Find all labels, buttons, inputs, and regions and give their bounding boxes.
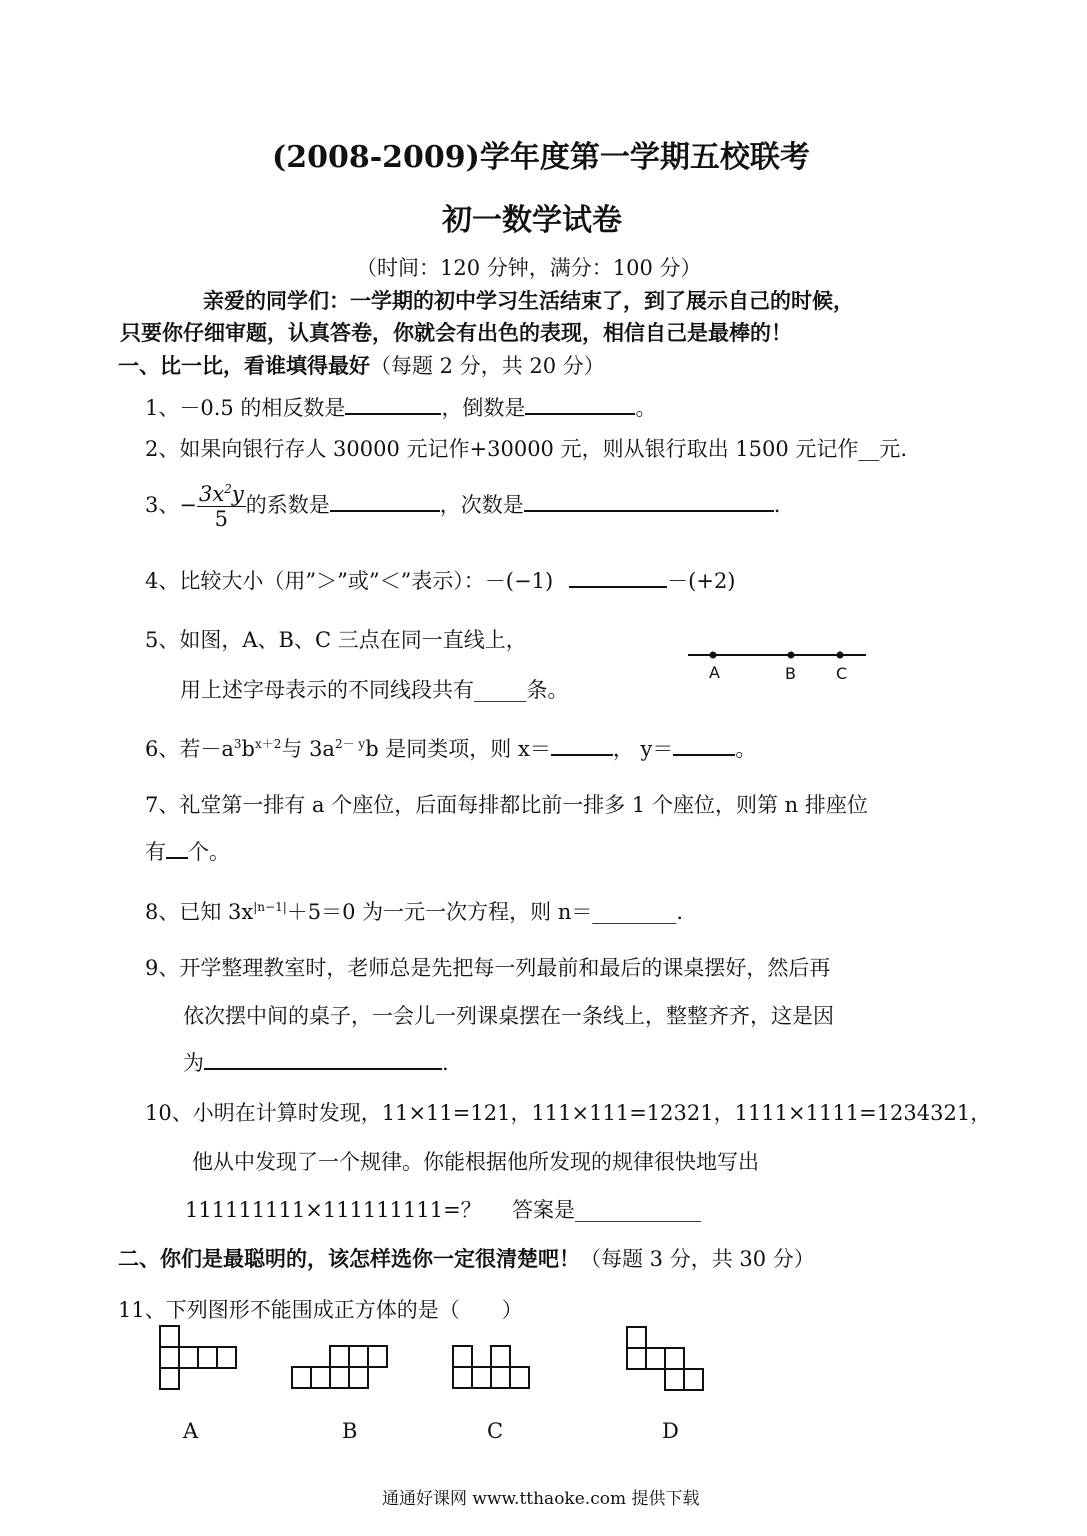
section-2-title: 二、你们是最聪明的，该怎样选你一定很清楚吧！ [118,1246,580,1271]
q3-text-a: 的系数是 [245,493,330,517]
q6-blank-y[interactable] [673,736,735,756]
q11-option-c-label[interactable]: C [487,1419,504,1443]
q7-line-2 [145,836,230,866]
q7-line-1: 7、礼堂第一排有 a 个座位，后面每排都比前一排多 1 个座位，则第 n 排座位 [145,793,868,817]
point-a [710,652,717,659]
q3-prefix: 3、 [145,493,180,517]
q4-left: －(−1) [484,569,554,593]
q11-option-a-label[interactable]: A [183,1419,199,1443]
q7-text-b: 个。 [188,840,230,864]
q4-right: －(+2) [667,569,736,593]
q3-blank-coefficient[interactable] [330,492,440,512]
q3-numerator: $3x^2y$ [198,482,244,506]
q8-part-a: 8、已知 3x [145,900,254,924]
q8-exponent: |n−1| [253,900,287,914]
q11-net-d [626,1326,710,1396]
q6-blank-x[interactable] [551,736,613,756]
q1-blank-opposite[interactable] [345,395,441,415]
q9-blank-reason[interactable] [204,1050,442,1070]
q9-text-a: 为 [183,1051,204,1075]
section-2-points: （每题 3 分，共 30 分） [580,1247,815,1271]
point-c [837,652,844,659]
q9-line-2: 依次摆中间的桌子，一会儿一列课桌摆在一条线上，整整齐齐，这是因 [183,1004,834,1028]
q10-line-3a: 111111111×111111111=？ [185,1198,482,1222]
label-b: B [785,664,796,683]
question-2: 2、如果向银行存人 30000 元记作+30000 元，则从银行取出 1500 元记作__元. [145,437,908,461]
q6-part-c: 与 3a [281,737,335,761]
q3-denominator: 5 [214,507,229,531]
q5-line-2: 用上述字母表示的不同线段共有_____条。 [180,678,569,702]
q4-blank-compare[interactable] [569,568,667,588]
intro-line-1: 亲爱的同学们：一学期的初中学习生活结束了，到了展示自己的时候， [203,288,854,313]
question-8 [145,896,683,926]
section-2-heading [118,1243,815,1273]
question-4 [145,565,736,595]
q11-net-a [159,1325,241,1391]
q8-part-b: ＋5＝0 为一元一次方程，则 n＝________. [286,900,684,924]
q6-part-a: 6、若－a [145,737,234,761]
q6-part-e: ， y＝ [612,737,674,761]
q11-option-b-label[interactable]: B [342,1419,358,1443]
section-1-title: 一、比一比，看谁填得最好 [118,353,370,378]
q6-exp-c: 2－ y [334,737,366,751]
question-1 [145,392,656,422]
q7-blank-seats[interactable] [166,839,188,859]
intro-line-2: 只要你仔细审题，认真答卷，你就会有出色的表现，相信自己是最棒的！ [120,320,792,345]
q9-line-3 [183,1047,449,1077]
question-6 [145,733,756,763]
q1-blank-reciprocal[interactable] [525,395,635,415]
exam-subtitle: 初一数学试卷 [442,203,622,238]
q5-line-1: 5、如图，A、B、C 三点在同一直线上， [145,628,527,652]
time-info: （时间：120 分钟，满分：100 分） [356,256,702,280]
q1-text-a: 1、－0.5 的相反数是 [145,396,346,420]
q3-text-b: ，次数是 [439,493,524,517]
q6-exp-b: x＋2 [254,737,282,751]
point-b [788,652,795,659]
q1-text-c: 。 [635,396,657,420]
q7-text-a: 有 [145,840,166,864]
exam-title: (2008-2009)学年度第一学期五校联考 [272,140,810,175]
q6-exp-a: 3 [233,737,242,751]
q6-part-d: b 是同类项，则 x＝ [365,737,551,761]
question-11: 11、下列图形不能围成正方体的是（ ） [118,1298,523,1322]
q11-net-c [452,1345,534,1391]
q3-blank-degree[interactable] [524,492,774,512]
question-3 [145,482,780,531]
q3-fraction [197,482,246,531]
section-1-points: （每题 2 分，共 20 分） [370,354,605,378]
footer-text: 通通好课网 www.tthaoke.com 提供下载 [382,1489,700,1509]
label-c: C [836,664,848,683]
q6-part-b: b [241,737,255,761]
q10-line-3b: 答案是____________ [512,1198,701,1222]
q11-net-b [290,1345,390,1391]
section-1-heading [118,350,605,380]
q9-text-b: . [442,1051,449,1075]
q10-line-2: 他从中发现了一个规律。你能根据他所发现的规律很快地写出 [192,1150,759,1174]
q9-line-1: 9、开学整理教室时，老师总是先把每一列最前和最后的课桌摆好，然后再 [145,956,831,980]
q4-text: 4、比较大小（用”＞”或”＜”表示）： [145,569,485,593]
q6-part-f: 。 [735,737,757,761]
q3-text-c: . [773,493,781,517]
q11-option-d-label[interactable]: D [662,1419,679,1443]
label-a: A [709,663,720,682]
q3-sign: − [179,493,197,517]
q10-line-1: 10、小明在计算时发现，11×11=121，111×111=12321，1111×1111=1234321， [145,1101,992,1125]
q1-text-b: ，倒数是 [441,396,526,420]
